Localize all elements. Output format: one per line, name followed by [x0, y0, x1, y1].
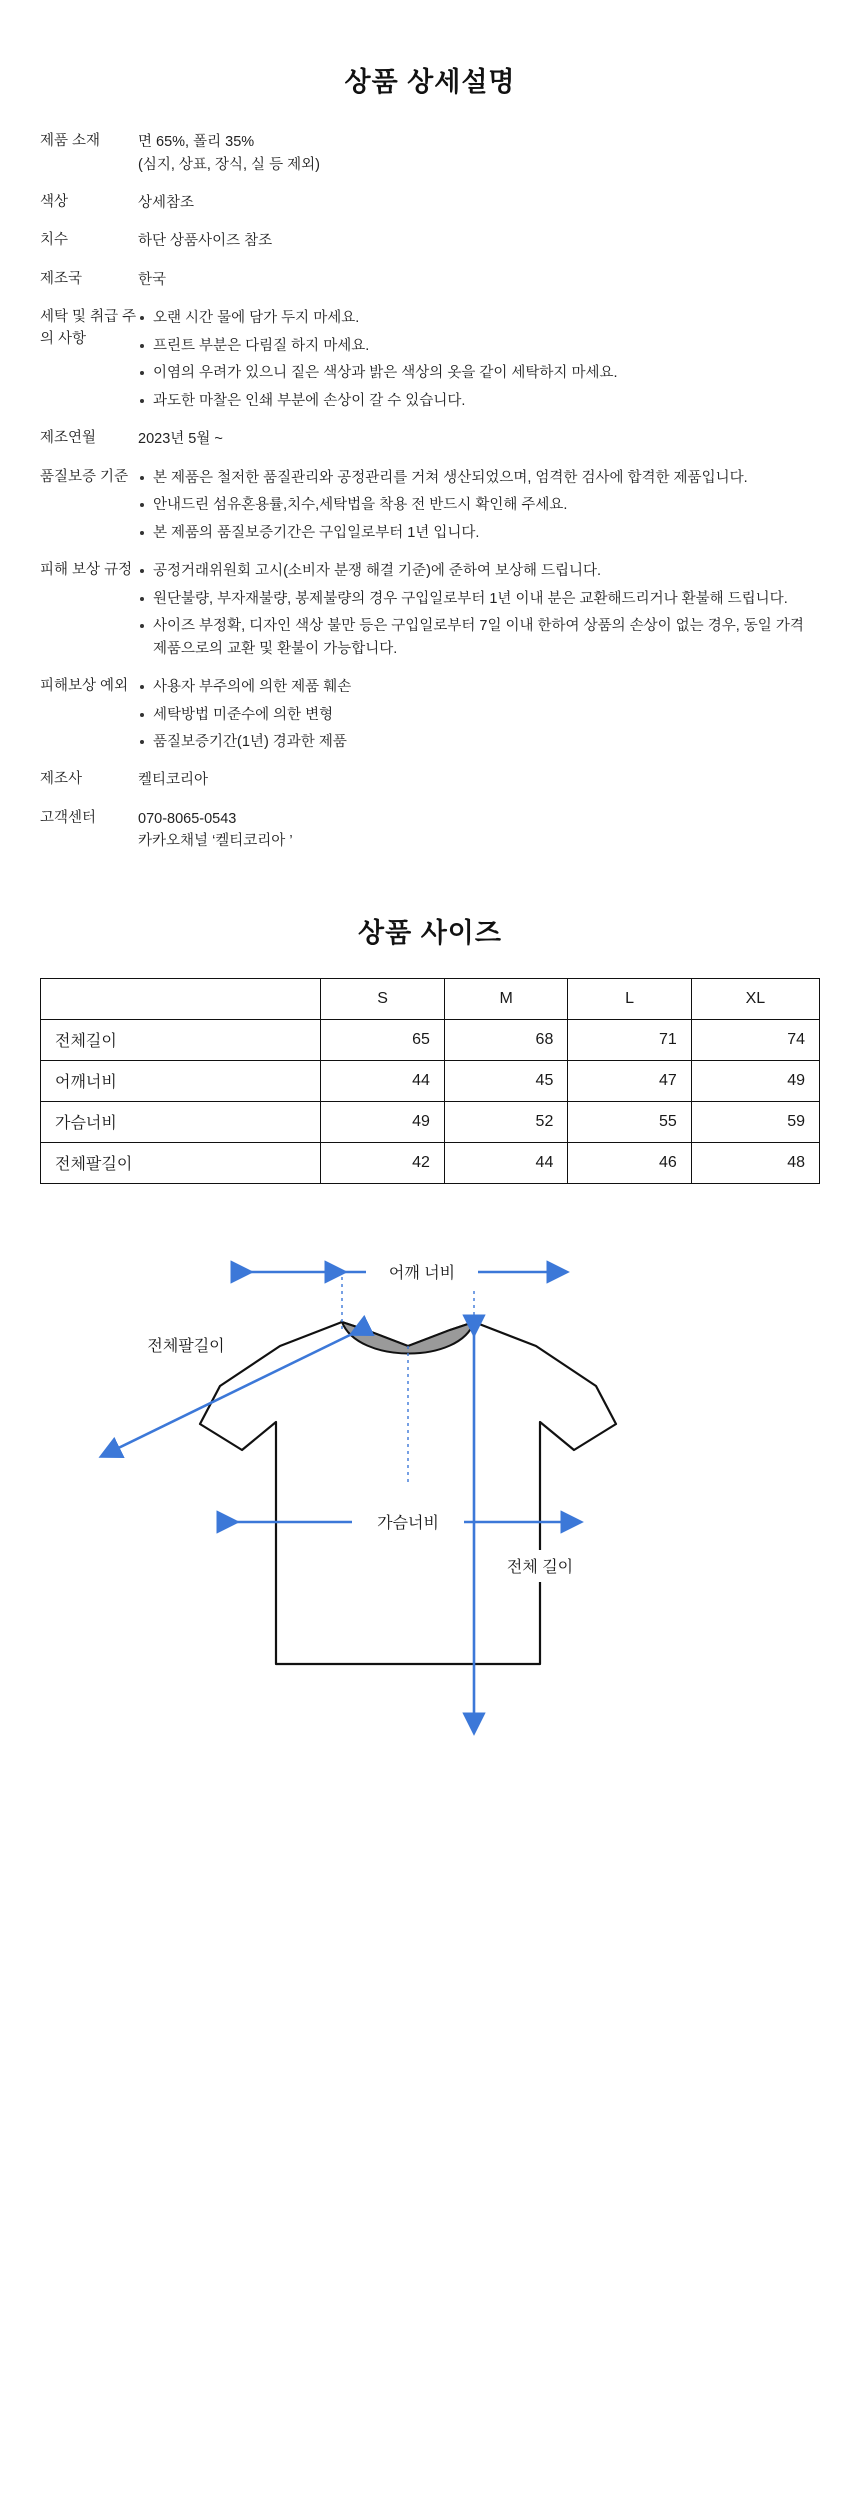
table-cell: 49 [321, 1101, 444, 1142]
spec-label: 세탁 및 취급 주의 사항 [40, 309, 137, 348]
spec-row [40, 769, 820, 791]
spec-row [40, 269, 820, 291]
table-row [41, 978, 820, 1019]
spec-value [138, 560, 820, 660]
sleeve-length-label: 전체팔길이 [147, 1337, 225, 1355]
spec-value [138, 808, 820, 853]
row-header: 가슴너비 [41, 1101, 321, 1142]
spec-value [138, 307, 820, 412]
spec-row [40, 230, 820, 252]
table-cell: 42 [321, 1142, 444, 1183]
shoulder-width-label: 어깨 너비 [388, 1264, 456, 1282]
table-cell: 71 [568, 1019, 691, 1060]
spec-label: 제품 소재 [40, 133, 101, 150]
spec-label: 제조국 [40, 270, 83, 287]
table-row [41, 1060, 820, 1101]
spec-label: 제조사 [40, 771, 83, 788]
spec-label: 고객센터 [40, 809, 97, 826]
list-item: 공정거래위원회 고시(소비자 분쟁 해결 기준)에 준하여 보상해 드립니다. [138, 560, 820, 582]
bullet-list [138, 307, 820, 412]
table-cell: 68 [444, 1019, 567, 1060]
spec-value [138, 192, 820, 214]
total-length-label: 전체 길이 [506, 1558, 574, 1576]
list-item: 본 제품은 철저한 품질관리와 공정관리를 거쳐 생산되었으며, 엄격한 검사에 합격한 제품입니다. [138, 467, 820, 489]
size-table-corner [41, 978, 321, 1019]
spec-label: 피해 보상 규정 [40, 562, 133, 579]
table-row [41, 1101, 820, 1142]
list-item: 안내드린 섬유혼용률,치수,세탁법을 착용 전 반드시 확인해 주세요. [138, 494, 820, 516]
table-cell: 55 [568, 1101, 691, 1142]
list-item: 원단불량, 부자재불량, 봉제불량의 경우 구입일로부터 1년 이내 분은 교환해드리거나 환불해 드립니다. [138, 588, 820, 610]
spec-value-line: 면 65%, 폴리 35% [138, 134, 255, 151]
list-item: 사용자 부주의에 의한 제품 훼손 [138, 676, 820, 698]
measurement-diagram [0, 1234, 860, 1794]
row-header: 어깨너비 [41, 1060, 321, 1101]
bullet-list [138, 560, 820, 660]
spec-row [40, 428, 820, 450]
list-item: 프린트 부분은 다림질 하지 마세요. [138, 335, 820, 357]
spec-value [138, 676, 820, 753]
spec-label: 치수 [40, 232, 69, 249]
spec-value-line: 2023년 5월 ~ [138, 431, 223, 448]
list-item: 오랜 시간 물에 담가 두지 마세요. [138, 307, 820, 329]
spec-label: 품질보증 기준 [40, 468, 129, 485]
spec-label: 제조연월 [40, 430, 97, 447]
bullet-list [138, 676, 820, 753]
spec-row [40, 192, 820, 214]
table-cell: 49 [691, 1060, 819, 1101]
size-table-head [41, 978, 820, 1019]
spec-value [138, 230, 820, 252]
spec-table [40, 131, 820, 853]
spec-value-line: 켈티코리아 [138, 772, 209, 789]
spec-value-line: 한국 [138, 271, 167, 288]
size-section-title: 상품 사이즈 [358, 917, 502, 948]
table-cell: 47 [568, 1060, 691, 1101]
spec-value-line: 하단 상품사이즈 참조 [138, 233, 273, 250]
column-header-l: L [568, 978, 691, 1019]
bullet-list [138, 467, 820, 544]
list-item: 품질보증기간(1년) 경과한 제품 [138, 731, 820, 753]
table-cell: 48 [691, 1142, 819, 1183]
spec-value-line: (심지, 상표, 장식, 실 등 제외) [138, 156, 320, 173]
spec-value [138, 428, 820, 450]
spec-value [138, 131, 820, 176]
spec-value [138, 269, 820, 291]
page-title: 상품 상세설명 [344, 67, 516, 98]
tshirt-outline [200, 1322, 616, 1664]
spec-value [138, 467, 820, 544]
product-detail-page [0, 18, 860, 1794]
spec-value-line: 카카오채널 ‘켈티코리아 ’ [138, 833, 293, 850]
spec-value-line: 상세참조 [138, 195, 195, 212]
table-row [41, 1019, 820, 1060]
spec-row [40, 467, 820, 544]
shoulder-width-arrow [250, 1256, 566, 1288]
column-header-xl: XL [691, 978, 819, 1019]
table-row [41, 1142, 820, 1183]
list-item: 본 제품의 품질보증기간은 구입일로부터 1년 입니다. [138, 522, 820, 544]
size-table-wrap [40, 978, 820, 1184]
spec-row [40, 560, 820, 660]
spec-label: 피해보상 예외 [40, 678, 129, 695]
table-cell: 65 [321, 1019, 444, 1060]
table-cell: 74 [691, 1019, 819, 1060]
spec-row [40, 307, 820, 412]
spec-row [40, 808, 820, 853]
chest-width-label: 가슴너비 [377, 1514, 439, 1532]
column-header-m: M [444, 978, 567, 1019]
table-cell: 45 [444, 1060, 567, 1101]
spec-row [40, 131, 820, 176]
table-cell: 52 [444, 1101, 567, 1142]
spec-value [138, 769, 820, 791]
table-cell: 44 [444, 1142, 567, 1183]
spec-row [40, 676, 820, 753]
table-cell: 44 [321, 1060, 444, 1101]
table-cell: 59 [691, 1101, 819, 1142]
table-cell: 46 [568, 1142, 691, 1183]
spec-label: 색상 [40, 194, 69, 211]
list-item: 이염의 우려가 있으니 짙은 색상과 밝은 색상의 옷을 같이 세탁하지 마세요. [138, 362, 820, 384]
row-header: 전체팔길이 [41, 1142, 321, 1183]
spec-value-line: 070-8065-0543 [138, 810, 237, 827]
size-table-body [41, 1019, 820, 1183]
list-item: 사이즈 부정확, 디자인 색상 불만 등은 구입일로부터 7일 이내 한하여 상품의 손상이 없는 경우, 동일 가격 제품으로의 교환 및 환불이 가능합니다. [138, 615, 820, 660]
size-table [40, 978, 820, 1184]
row-header: 전체길이 [41, 1019, 321, 1060]
tshirt-measurement-svg [80, 1234, 780, 1794]
list-item: 세탁방법 미준수에 의한 변형 [138, 704, 820, 726]
list-item: 과도한 마찰은 인쇄 부분에 손상이 갈 수 있습니다. [138, 390, 820, 412]
column-header-s: S [321, 978, 444, 1019]
